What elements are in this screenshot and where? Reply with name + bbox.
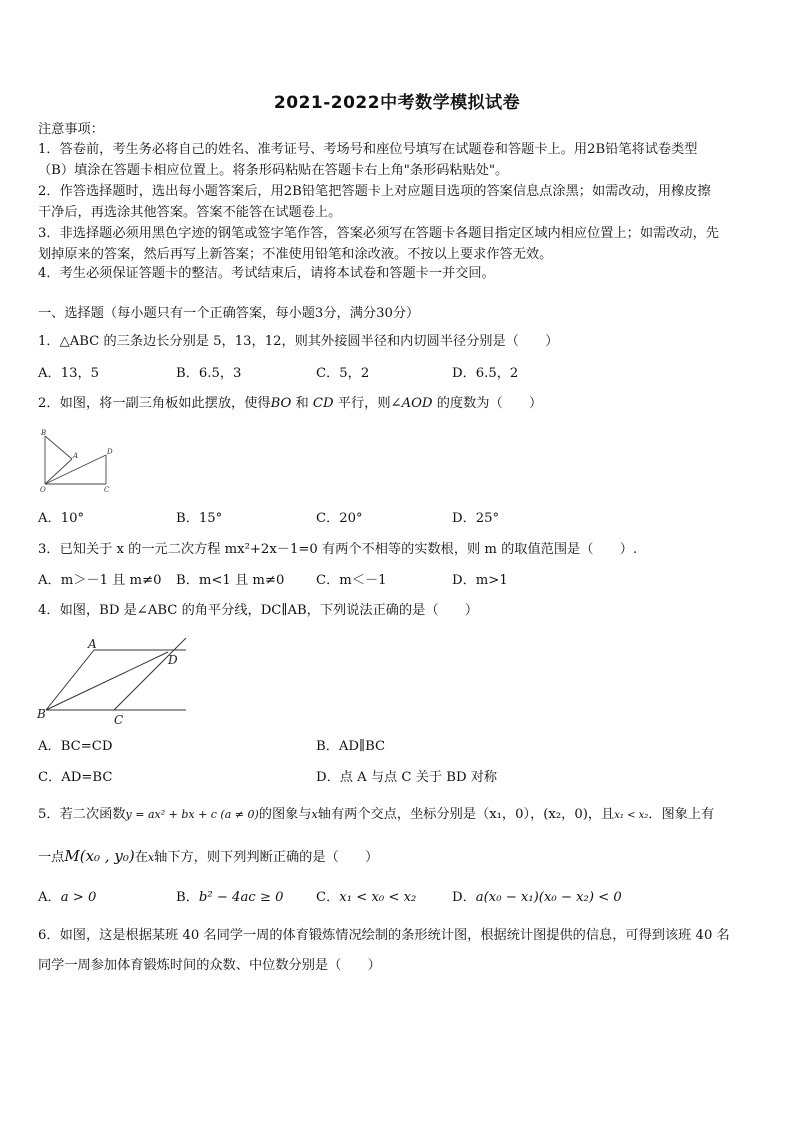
q4-option-b: B．AD∥BC: [316, 739, 386, 754]
q3-option-a: A．m＞－1 且 m≠0: [38, 573, 162, 588]
notice-line: 1．答卷前，考生务必将自己的姓名、准考证号、考场号和座位号填写在试题卷和答题卡上。用2B铅笔将试卷类型: [38, 142, 698, 157]
q2-mid: 平行，则: [333, 396, 391, 411]
q1-option-c: C．5，2: [316, 366, 370, 381]
q5-mid: 的图象与: [258, 807, 312, 822]
notice-line: 4．考生必须保证答题卡的整洁。考试结束后，请将本试卷和答题卡一并交回。: [38, 266, 495, 281]
question-4-stem: 4．如图，BD 是∠ABC 的角平分线，DC∥AB，下列说法正确的是（ ）: [38, 603, 479, 618]
notice-line: （B）填涂在答题卡相应位置上。将条形码粘贴在答题卡右上角"条形码粘贴处"。: [38, 163, 509, 178]
q4-label-d: D: [168, 653, 178, 667]
q2-bo: BO: [270, 396, 292, 411]
q1-option-a: A．13，5: [38, 366, 100, 381]
q4-label-c: C: [114, 713, 124, 727]
q5-point-m: M(x₀ , y₀): [64, 847, 135, 865]
q5-option-c: C．x₁ < x₀ < x₂: [316, 890, 417, 905]
q2-cd: CD: [312, 396, 334, 411]
q2-aod: ∠AOD: [390, 396, 433, 411]
question-1-stem: 1．△ABC 的三条边长分别是 5，13，12，则其外接圆半径和内切圆半径分别是（ ）: [38, 334, 559, 349]
q2-label-a: A: [73, 452, 79, 460]
q2-option-d: D．25°: [452, 511, 500, 526]
q5-line2b: 在: [134, 850, 148, 865]
q4-label-a: A: [88, 637, 97, 651]
q5-function: y = ax² + bx + c (a ≠ 0): [125, 808, 259, 821]
q1-option-d: D．6.5，2: [452, 366, 519, 381]
q2-option-a: A．10°: [38, 511, 85, 526]
q3-option-b: B．m<1 且 m≠0: [176, 573, 285, 588]
q2-label-d: D: [107, 448, 113, 456]
q4-option-c: C．AD=BC: [38, 770, 113, 785]
question-5-line-2: [38, 848, 378, 866]
q5-option-d: D．a(x₀ − x₁)(x₀ − x₂) < 0: [452, 890, 622, 905]
q5-line2c: 轴下方，则下列判断正确的是（ ）: [154, 850, 379, 865]
q3-option-c: C．m＜－1: [316, 573, 387, 588]
q2-option-b: B．15°: [176, 511, 223, 526]
q2-and: 和: [291, 396, 313, 411]
notice-line: 3．非选择题必须用黑色字迹的钢笔或签字笔作答，答案必须写在答题卡各题目指定区域内相应位置上；如需改动，先: [38, 226, 719, 241]
q5-inequality: x₁ < x₂: [614, 810, 649, 821]
notice-line: 2．作答选择题时，选出每小题答案后，用2B铅笔把答题卡上对应题目选项的答案信息点涂黑；如需改动，用橡皮擦: [38, 184, 711, 199]
q4-option-a: A．BC=CD: [38, 739, 113, 754]
q1-option-b: B．6.5，3: [176, 366, 242, 381]
q5-x-axis: x: [311, 808, 318, 821]
q5-option-a: A．a > 0: [38, 890, 97, 905]
q5-end: ．图象上有: [648, 807, 715, 822]
q5-line2a: 一点: [38, 850, 65, 865]
question-6-line-1: 6．如图，这是根据某班 40 名同学一周的体育锻炼情况绘制的条形统计图，根据统计图提供的信息，可得到该班 40 名: [38, 928, 730, 943]
q5-mid2: 轴有两个交点，坐标分别是（x₁，0），(x₂，0)，且: [317, 807, 615, 822]
q4-label-b: B: [37, 707, 46, 721]
q2-label-c: C: [104, 486, 110, 494]
q4-option-d: D．点 A 与点 C 关于 BD 对称: [316, 770, 498, 785]
notice-heading: 注意事项：: [38, 122, 104, 137]
question-5-line-1: [38, 807, 714, 824]
q3-option-d: D．m>1: [452, 573, 508, 588]
q2-stem-text: 2．如图，将一副三角板如此摆放，使得: [38, 396, 271, 411]
q2-triangle-figure: [36, 428, 120, 494]
q5-pre: 5．若二次函数: [38, 807, 126, 822]
question-6-line-2: 同学一周参加体育锻炼时间的众数、中位数分别是（ ）: [38, 958, 381, 973]
q2-label-o: O: [40, 486, 46, 494]
notice-line: 干净后，再选涂其他答案。答案不能答在试题卷上。: [38, 205, 342, 220]
q2-option-c: C．20°: [316, 511, 363, 526]
q5-x-axis-2: x: [147, 851, 155, 864]
section-heading: 一、选择题（每小题只有一个正确答案，每小题3分，满分30分）: [38, 306, 420, 321]
q5-option-b: B．b² − 4ac ≥ 0: [176, 890, 284, 905]
question-2-stem: [38, 396, 542, 412]
page-title: 2021-2022中考数学模拟试卷: [273, 93, 521, 113]
q2-label-b: B: [41, 429, 47, 437]
question-3-stem: 3．已知关于 x 的一元二次方程 mx²+2x－1=0 有两个不相等的实数根，则 m 的取值范围是（ ）.: [38, 542, 638, 557]
notice-line: 划掉原来的答案，然后再写上新答案；不准使用铅笔和涂改液。不按以上要求作答无效。: [38, 247, 553, 262]
q2-end: 的度数为（ ）: [432, 396, 543, 411]
q4-parallelogram-figure: [36, 632, 192, 728]
